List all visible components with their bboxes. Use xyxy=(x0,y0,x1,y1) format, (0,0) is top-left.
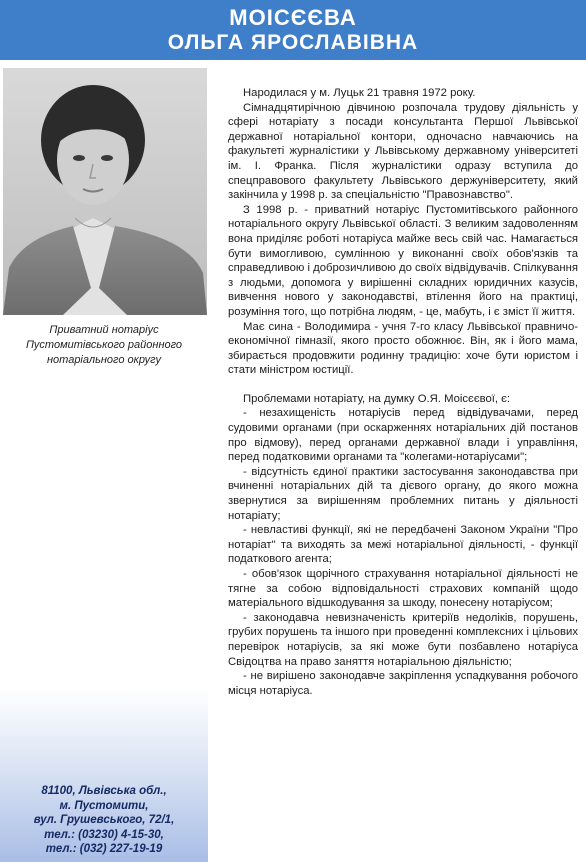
notary-surname: МОІСЄЄВА xyxy=(229,5,357,30)
problem-item: - не вирішено законодавче закріплення успадкування робочого місця нотаріуса. xyxy=(228,670,578,697)
problem-item: - невластиві функції, які не передбачені Законом України "Про нотаріат" та виходять за межі нотаріальної діяльності, - функції податкового агента; xyxy=(228,524,578,566)
bio-paragraph: Має сина - Володимира - учня 7-го класу Львівської правничо-економічної гімназії, якого просто обожнює. Він, як і його мама, збирається продовжити родинну традицію: хоче бути юристом і стати міністром юстиції. xyxy=(228,320,578,377)
portrait-image xyxy=(3,68,207,315)
bio-paragraph: Народилася у м. Луцьк 21 травня 1972 року. xyxy=(243,87,476,99)
title-banner xyxy=(0,0,586,60)
article-body xyxy=(228,86,578,698)
portrait-photo xyxy=(3,68,207,315)
notary-given-names: ОЛЬГА ЯРОСЛАВІВНА xyxy=(167,31,419,54)
problem-item: - законодавча невизначеність критеріїв недоліків, порушень, грубих порушень та іншого при проведенні комплексних і цільових перевірок нотаріусів, за які може бути позбавлено нотаріуса Свідоцтва на право заняття нотаріальною діяльністю; xyxy=(228,611,578,668)
phone-line: тел.: (032) 227-19-19 xyxy=(45,843,163,856)
paragraph-spacer xyxy=(228,378,578,392)
contact-address xyxy=(14,784,194,857)
address-line: 81100, Львівська обл., xyxy=(41,785,167,797)
address-line: м. Пустомити, xyxy=(59,799,149,812)
problem-item: - відсутність єдиної практики застосування законодавства при вчиненні нотаріальних дій та дієвого органу, до якого можна звернутися за вирішенням проблемних питань у діяльності нотаріату; xyxy=(228,465,578,522)
bio-paragraph: З 1998 р. - приватний нотаріус Пустомитівського районного нотаріального округу Львівської області. З великим задоволенням вона приділяє роботі нотаріуса майже весь свій час. Намагається бути вимогливою, сумлінною у виконанні своїх обов'язків та справедливою і доброзичливою до своїх відвідувачів. Спілкування з людьми, допомога у вирішенні складних юридичних казусів, вивчення нового у законодавстві, втілення його на практиці, розуміння того, що потрібна людям, - це, мабуть, і є зміст її життя. xyxy=(228,203,579,318)
caption-line: Приватний нотаріус xyxy=(49,324,159,336)
caption-line: Пустомитівського районного xyxy=(25,339,183,351)
problem-item: - обов'язок щорічного страхування нотаріальної діяльності не тягне за собою відповідальності страхових компаній щодо матеріального відшкодування за шкоду, понесену нотаріусом; xyxy=(228,568,578,610)
caption-line: нотаріального округу xyxy=(46,354,161,366)
problems-intro: Проблемами нотаріату, на думку О.Я. Моісєєвої, є: xyxy=(243,392,511,405)
photo-caption xyxy=(6,323,202,368)
problem-item: - незахищеність нотаріусів перед відвідувачами, перед судовими органами (при оскарженнях нотаріальних дій постанов про відмову), перед органами державної влади і управління, перед податковими органами та "колегами-нотаріусами"; xyxy=(228,407,578,464)
phone-line: тел.: (03230) 4-15-30, xyxy=(44,828,164,841)
address-line: вул. Грушевського, 72/1, xyxy=(33,814,175,827)
bio-paragraph: Сімнадцятирічною дівчиною розпочала трудову діяльність у сфері нотаріату з посади консультанта Першої Львівської державної нотаріальної контори, одночасно навчаючись на факультеті журналістики у Львівському державному університеті ім. І. Франка. Після журналістики одразу вступила до спецправового факультету Львівського держуніверситету, який закінчила у 1998 р. за спеціальністю "Правознавство". xyxy=(228,101,578,202)
